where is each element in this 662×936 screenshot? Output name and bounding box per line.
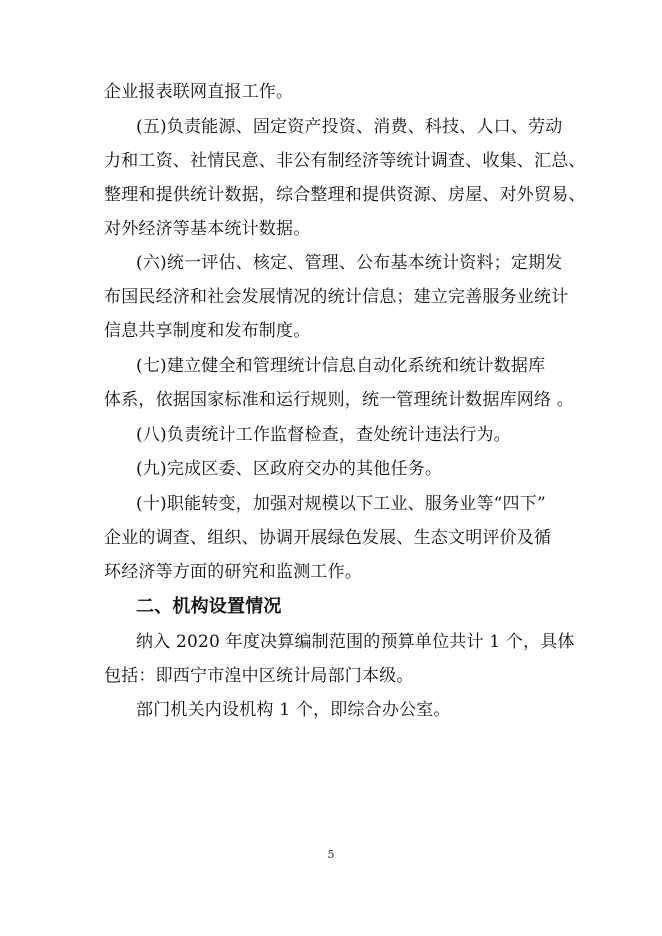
section-heading: 二、机构设置情况 [136, 596, 282, 617]
body-text-line: 力和工资、社情民意、非公有制经济等统计调查、收集、汇总、 [104, 151, 586, 171]
body-text-line: 包括：即西宁市湟中区统计局部门本级。 [104, 666, 414, 686]
body-text-line: 部门机关内设机构 1 个，即综合办公室。 [136, 700, 451, 720]
body-text-line: 企业报表联网直报工作。 [104, 82, 294, 102]
body-text-line: (五)负责能源、固定资产投资、消费、科技、人口、劳动 [136, 117, 563, 137]
body-text-line: (九)完成区委、区政府交办的其他任务。 [136, 459, 443, 479]
body-text-line: (六)统一评估、核定、管理、公布基本统计资料；定期发 [136, 253, 563, 273]
body-text-line: (七)建立健全和管理统计信息自动化系统和统计数据库 [136, 356, 546, 376]
body-text-line: 对外经济等基本统计数据。 [104, 219, 311, 239]
body-text-line: 整理和提供统计数据，综合整理和提供资源、房屋、对外贸易、 [104, 185, 586, 205]
body-text-line: 体系，依据国家标准和运行规则，统一管理统计数据库网络 。 [104, 390, 575, 410]
body-text-line: 企业的调查、组织、协调开展绿色发展、生态文明评价及循 [104, 528, 552, 548]
body-text-line: 环经济等方面的研究和监测工作。 [104, 562, 362, 582]
body-text-line: (十)职能转变，加强对规模以下工业、服务业等“四下” [136, 494, 546, 514]
body-text-line: 纳入 2020 年度决算编制范围的预算单位共计 1 个，具体 [136, 632, 575, 652]
body-text-line: 布国民经济和社会发展情况的统计信息；建立完善服务业统计 [104, 287, 569, 307]
body-text-line: 信息共享制度和发布制度。 [104, 321, 311, 341]
body-text-line: (八)负责统计工作监督检查，查处统计违法行为。 [136, 425, 511, 445]
page-number: 5 [327, 848, 335, 861]
